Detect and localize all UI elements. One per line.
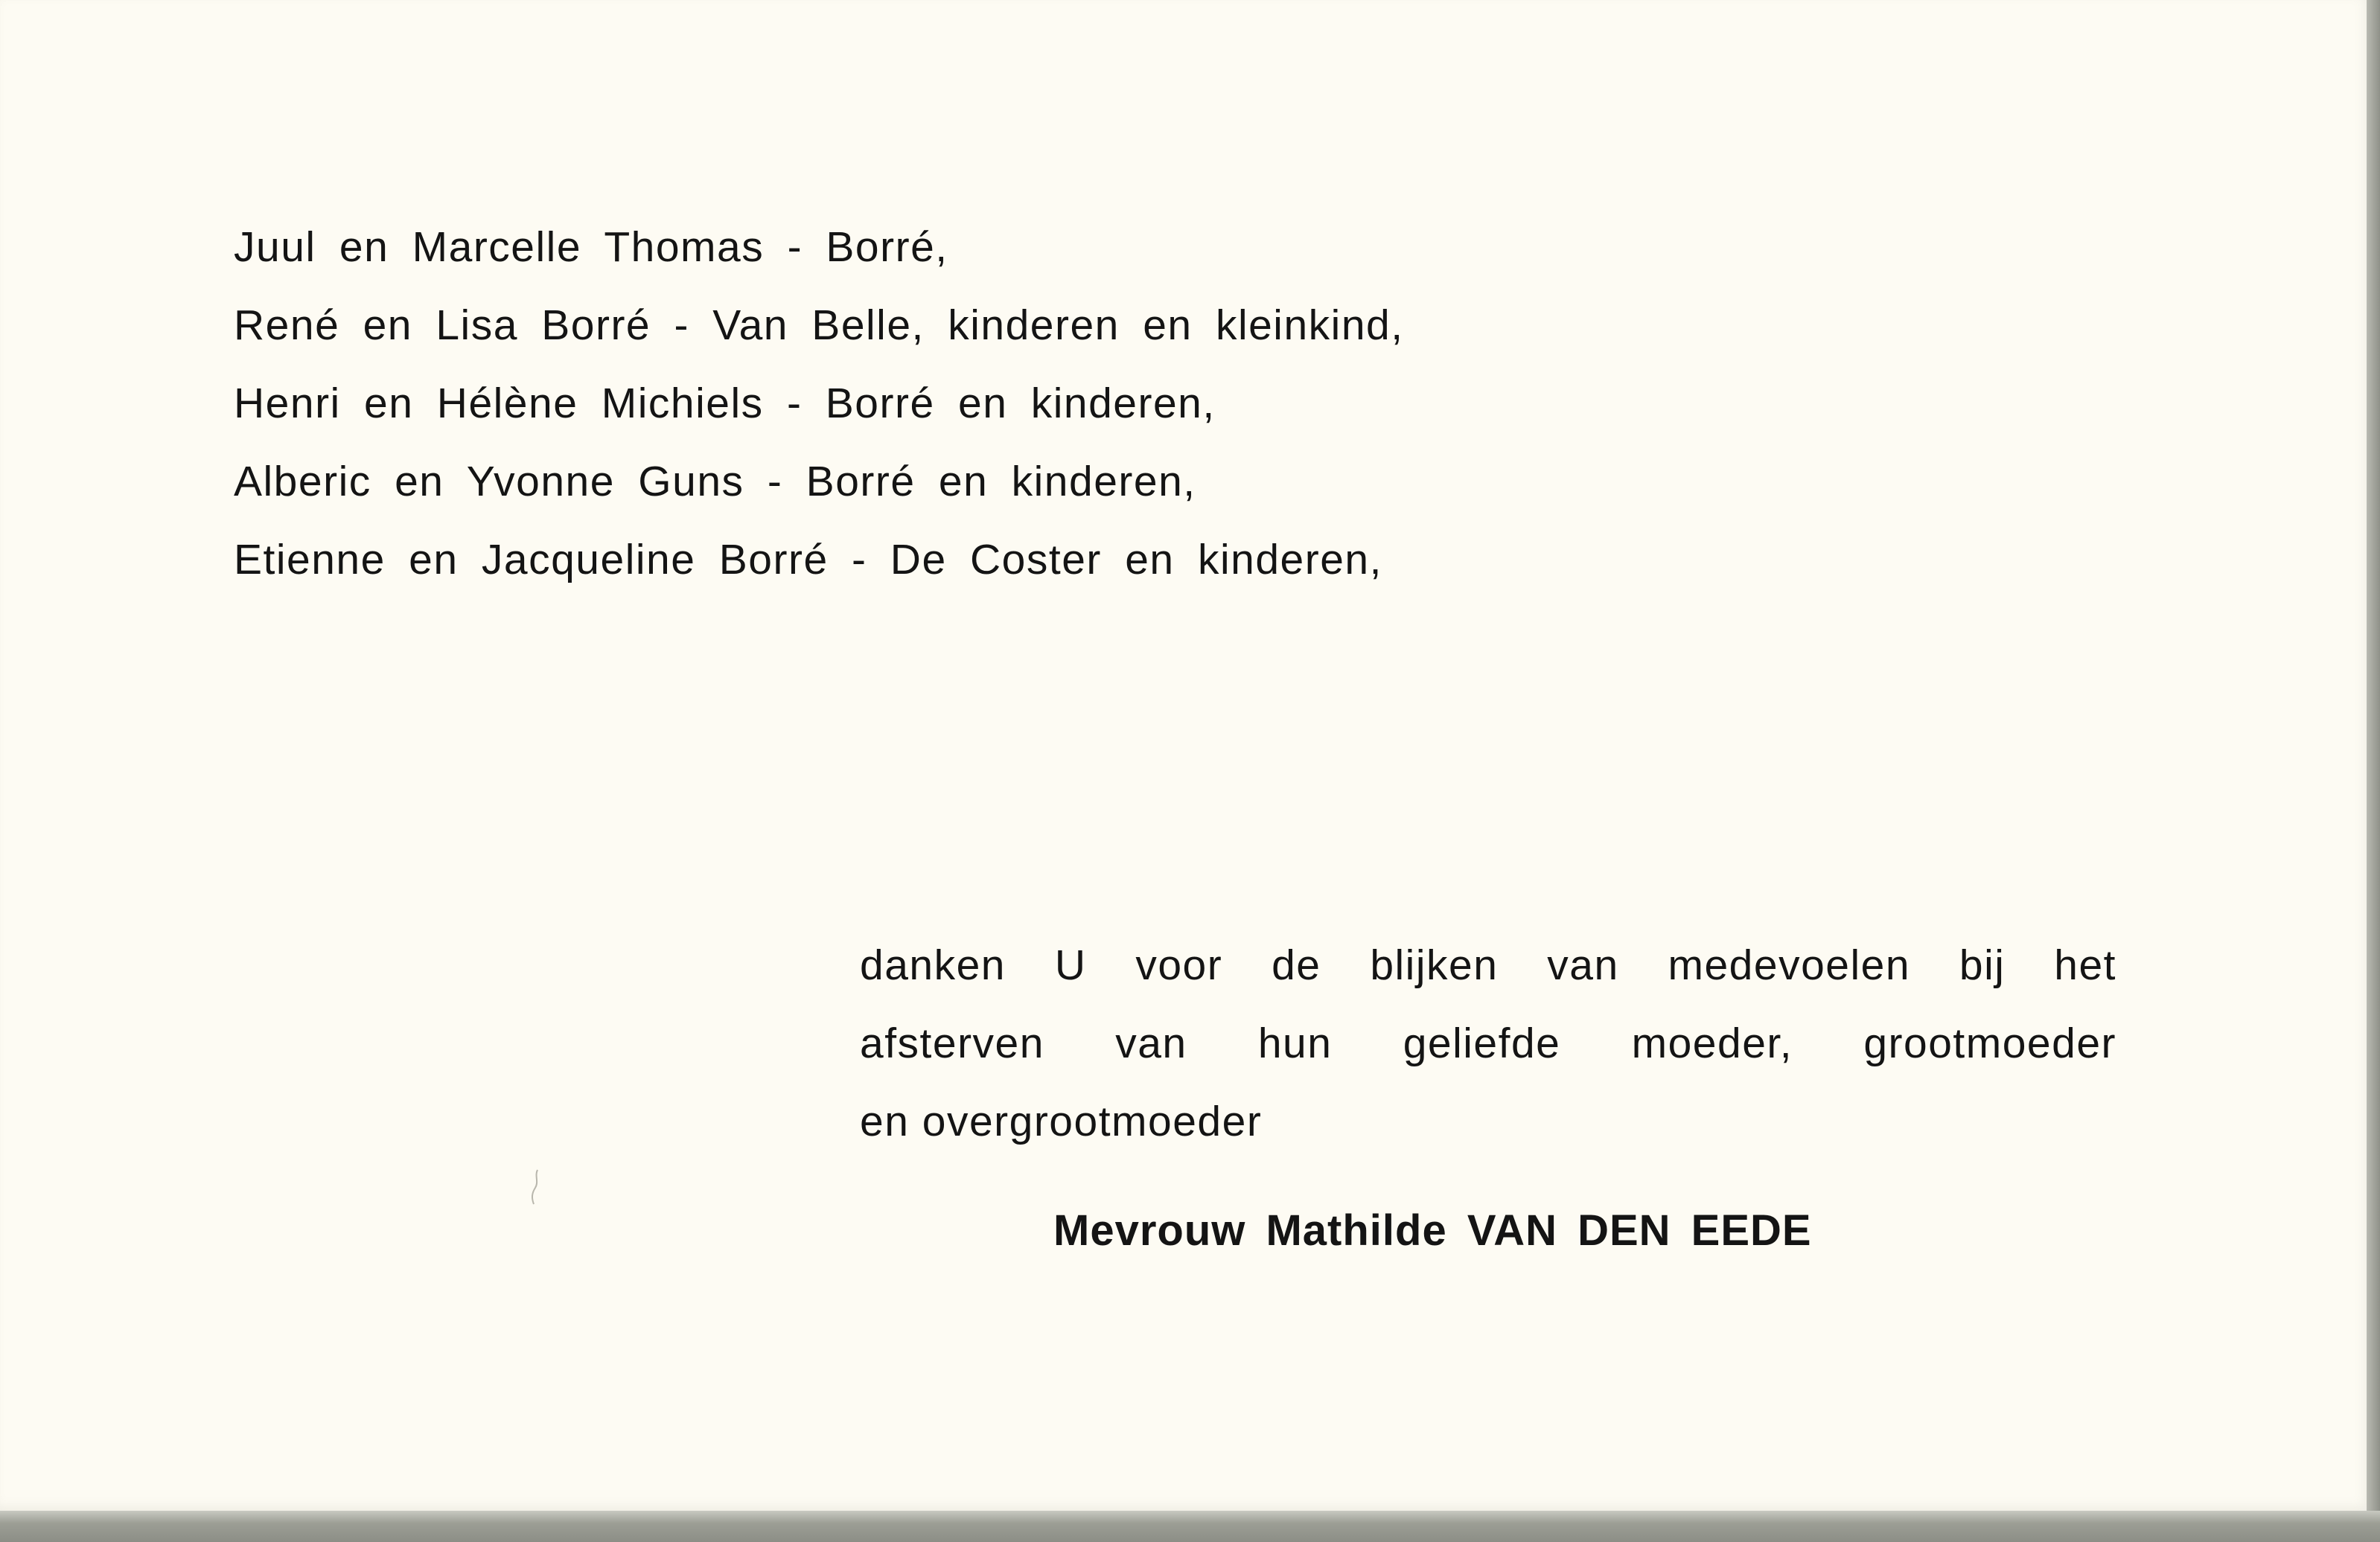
family-list bbox=[234, 208, 1404, 599]
message-line: danken U voor de blijken van medevoelen bij het bbox=[860, 941, 2116, 989]
message-line: afsterven van hun geliefde moeder, grootmoeder bbox=[860, 1020, 2116, 1067]
family-line: Henri en Hélène Michiels - Borré en kinderen, bbox=[234, 380, 1216, 427]
thank-you-message bbox=[860, 927, 2125, 1161]
family-line: Juul en Marcelle Thomas - Borré, bbox=[234, 223, 948, 271]
family-line: René en Lisa Borré - Van Belle, kinderen en kleinkind, bbox=[234, 301, 1404, 349]
deceased-name: Mevrouw Mathilde VAN DEN EEDE bbox=[1053, 1206, 1812, 1255]
family-line: Etienne en Jacqueline Borré - De Coster en kinderen, bbox=[234, 536, 1382, 583]
pencil-mark bbox=[530, 1168, 540, 1206]
scan-edge-bottom bbox=[0, 1511, 2380, 1542]
scan-edge-right bbox=[2367, 0, 2380, 1542]
family-line: Alberic en Yvonne Guns - Borré en kinderen, bbox=[234, 458, 1196, 505]
message-line: en overgrootmoeder bbox=[860, 1098, 1263, 1145]
